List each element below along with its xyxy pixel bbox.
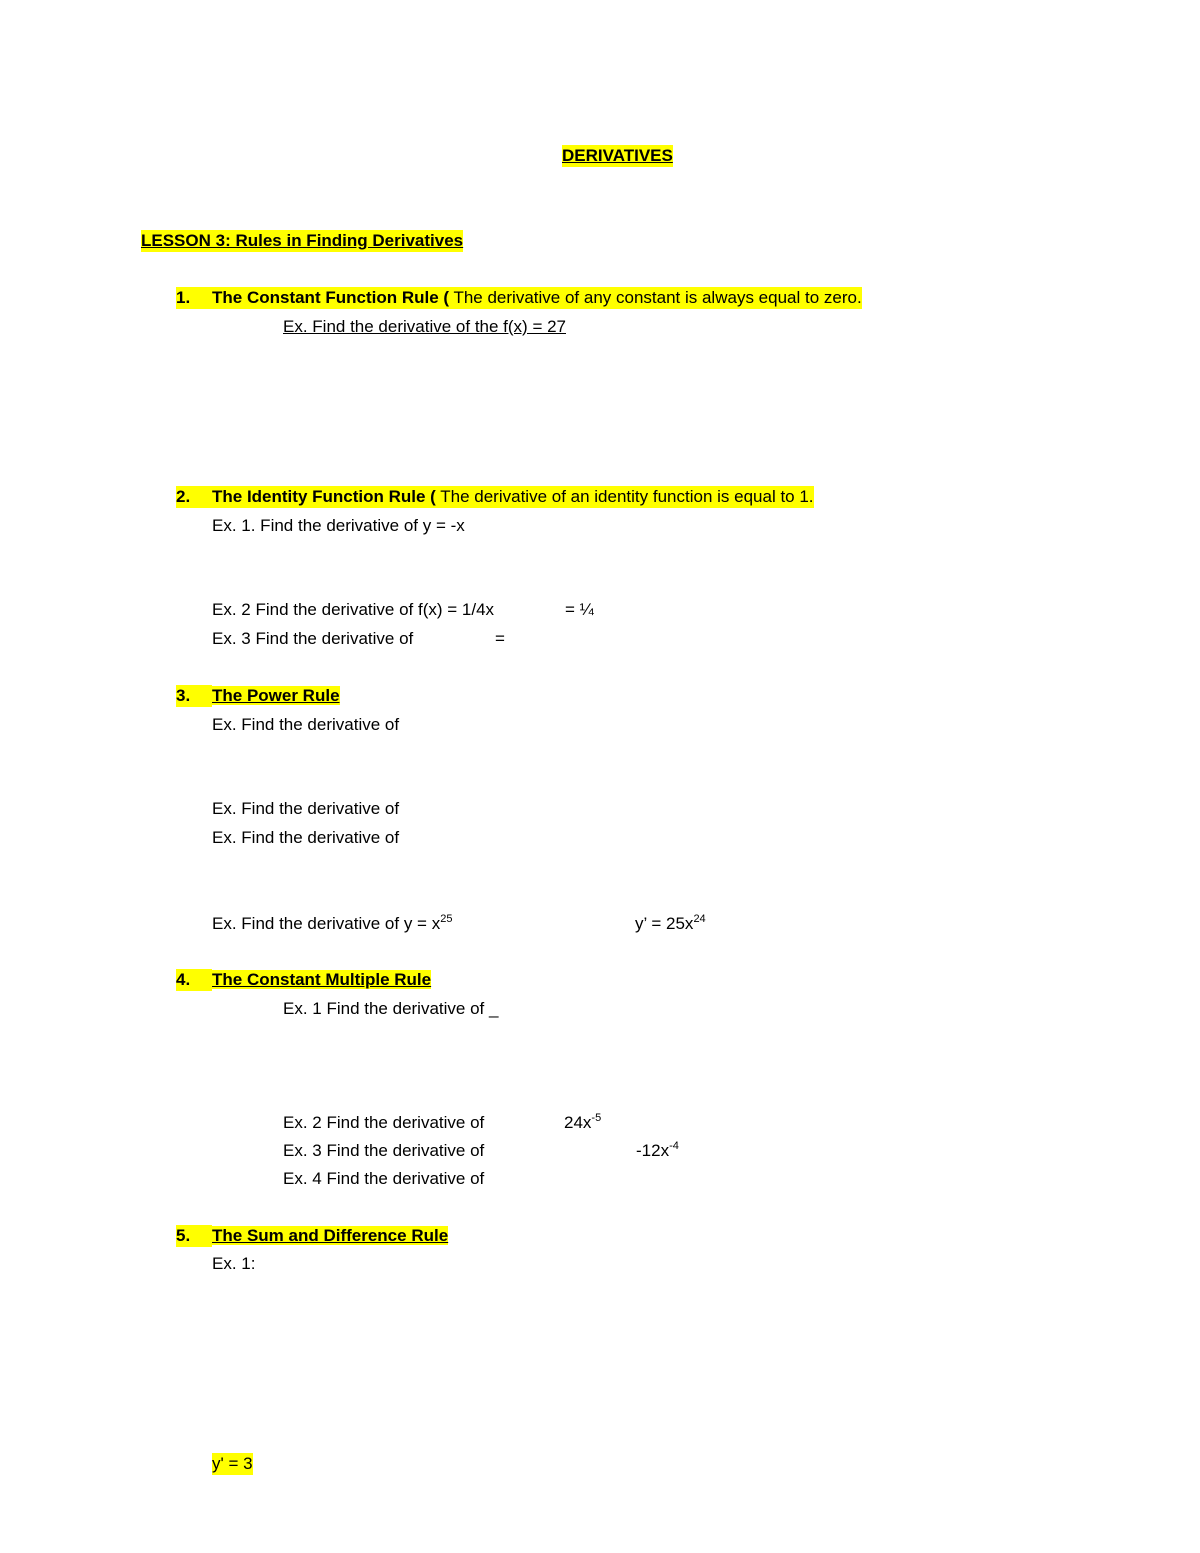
rule-4-name: The Constant Multiple Rule xyxy=(212,970,432,989)
rule-2-number: 2. xyxy=(176,487,191,506)
rule-4-example-3-answer xyxy=(636,1140,679,1162)
rule-1-description: The derivative of any constant is always equal to zero. xyxy=(449,288,862,307)
rule-3-example-4-answer-exponent: 24 xyxy=(693,913,706,925)
rule-4-example-2-answer-text: 24x xyxy=(564,1113,592,1132)
rule-2-name: The Identity Function Rule ( xyxy=(212,487,436,506)
rule-2-example-1: Ex. 1. Find the derivative of y = -x xyxy=(212,516,465,535)
page-title: DERIVATIVES xyxy=(562,146,673,165)
rule-3-number: 3. xyxy=(176,685,212,707)
rule-3-example-4-answer xyxy=(635,913,706,935)
rule-1-number: 1. xyxy=(176,288,191,307)
rule-3-heading xyxy=(176,685,340,707)
rule-3-example-4-answer-text: y’ = 25x xyxy=(635,914,694,933)
rule-3-example-1: Ex. Find the derivative of xyxy=(212,715,400,734)
rule-2-example-2-answer: = ¼ xyxy=(565,600,594,619)
rule-4-example-3-answer-exponent: -4 xyxy=(669,1140,679,1152)
rule-3-example-3: Ex. Find the derivative of xyxy=(212,828,400,847)
rule-3-example-2: Ex. Find the derivative of xyxy=(212,799,400,818)
rule-1-name: The Constant Function Rule ( xyxy=(212,288,450,307)
rule-1-example-1: Ex. Find the derivative of the f(x) = 27 xyxy=(283,317,566,336)
rule-4-example-2: Ex. 2 Find the derivative of xyxy=(283,1113,485,1132)
rule-4-example-3-answer-text: -12x xyxy=(636,1141,670,1160)
rule-5-example-1: Ex. 1: xyxy=(212,1254,256,1273)
rule-4-example-2-answer xyxy=(564,1112,601,1134)
rule-2-example-3-equals: = xyxy=(495,629,505,648)
rule-2-heading xyxy=(176,486,814,508)
rule-4-number: 4. xyxy=(176,969,212,991)
lesson-heading: LESSON 3: Rules in Finding Derivatives xyxy=(141,231,464,250)
rule-2-description: The derivative of an identity function is equal to 1. xyxy=(435,487,814,506)
rule-2-example-3: Ex. 3 Find the derivative of xyxy=(212,629,414,648)
rule-3-example-4 xyxy=(212,913,452,935)
rule-3-example-4-text: Ex. Find the derivative of y = x xyxy=(212,914,441,933)
rule-4-example-4: Ex. 4 Find the derivative of xyxy=(283,1169,485,1188)
rule-3-name: The Power Rule xyxy=(212,686,340,705)
rule-3-example-4-exponent: 25 xyxy=(440,913,453,925)
rule-4-example-1: Ex. 1 Find the derivative of _ xyxy=(283,999,499,1018)
rule-1-heading xyxy=(176,287,862,309)
rule-5-name: The Sum and Difference Rule xyxy=(212,1226,449,1245)
rule-4-heading xyxy=(176,969,431,991)
rule-4-example-2-answer-exponent: -5 xyxy=(591,1112,602,1124)
rule-5-number: 5. xyxy=(176,1225,212,1247)
rule-5-heading xyxy=(176,1225,448,1247)
rule-2-example-2: Ex. 2 Find the derivative of f(x) = 1/4x xyxy=(212,600,495,619)
rule-5-answer: y' = 3 xyxy=(212,1454,253,1473)
rule-4-example-3: Ex. 3 Find the derivative of xyxy=(283,1141,485,1160)
